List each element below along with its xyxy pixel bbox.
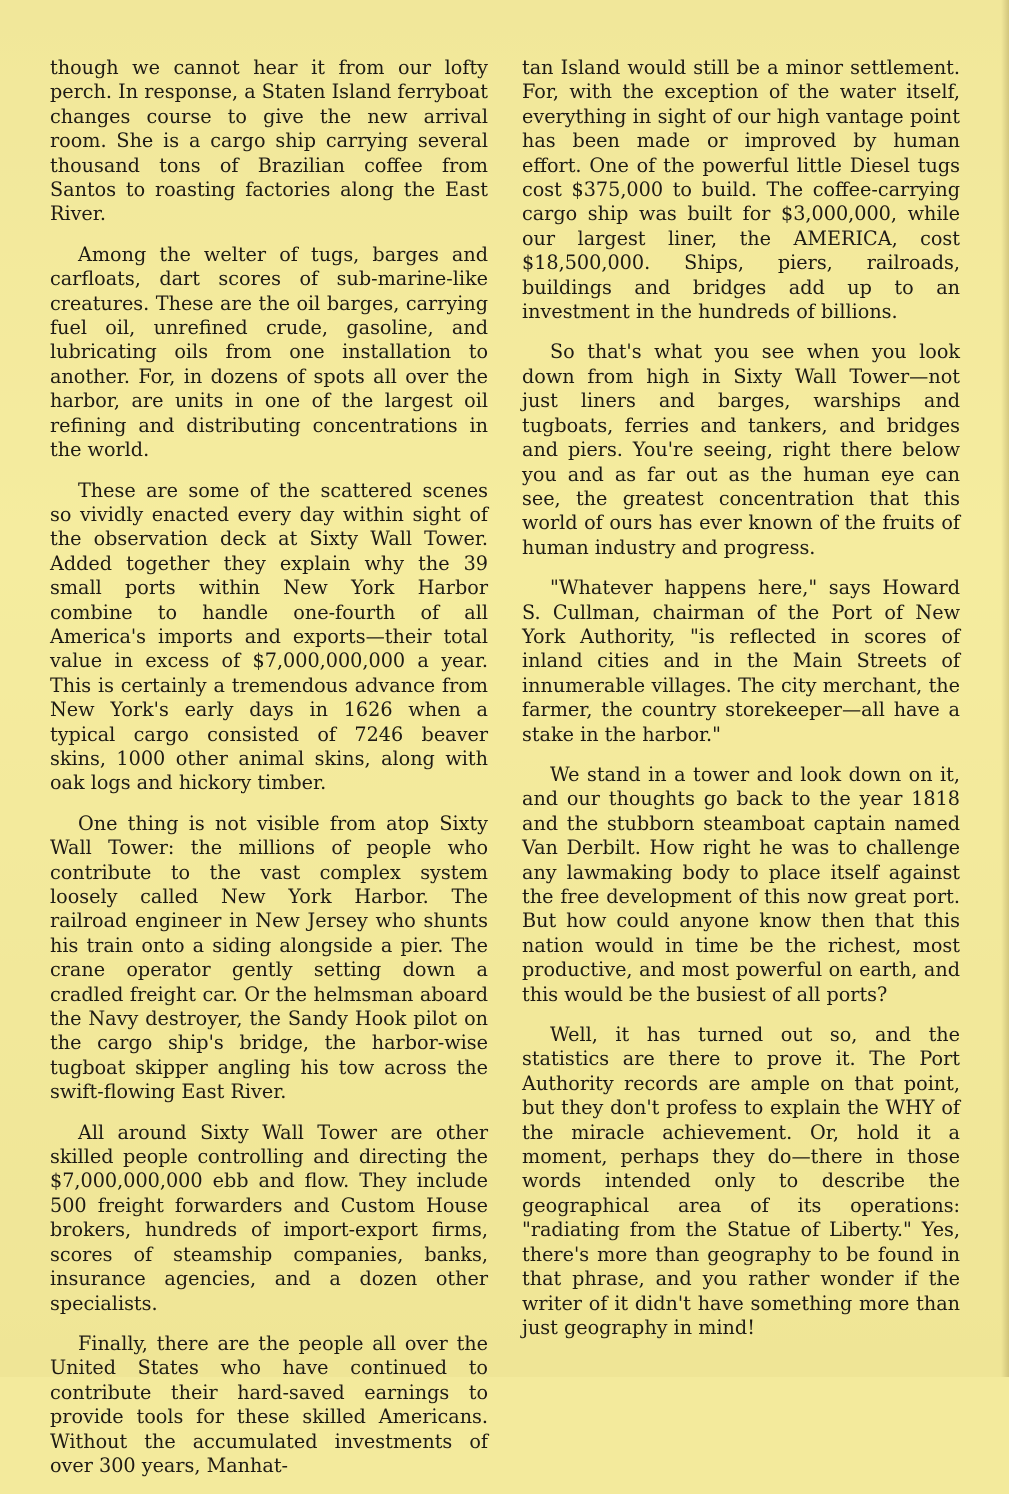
right-column (522, 56, 960, 1356)
paragraph: Among the welter of tugs, barges and carfloats, dart scores of sub-marine-like creatures. These are the oil barges, carrying fuel oil, unrefined crude, gasoline, and lubricating oils from one installation to another. For, in dozens of spots all over the harbor, are units in one of the largest oil refining and distributing concentrations in the world. (50, 242, 488, 462)
paragraph: though we cannot hear it from our lofty perch. In response, a Staten Island ferryboat changes course to give the new arrival room. She is a cargo ship carrying several thousand tons of Brazilian coffee from Santos to roasting factories along the East River. (50, 56, 488, 226)
paragraph: One thing is not visible from atop Sixty Wall Tower: the millions of people who contribute to the vast complex system loosely called New York Harbor. The railroad engineer in New Jersey who shunts his train onto a siding alongside a pier. The crane operator gently setting down a cradled freight car. Or the helmsman aboard the Navy destroyer, the Sandy Hook pilot on the cargo ship's bridge, the harbor-wise tugboat skipper angling his tow across the swift-flowing East River. (50, 811, 488, 1104)
paragraph: Finally, there are the people all over the United States who have continued to contribute their hard-saved earnings to provide tools for these skilled Americans. Without the accumulated investments of over 300 years, Manhat- (50, 1331, 488, 1477)
left-column (50, 56, 488, 1494)
paragraph: We stand in a tower and look down on it, and our thoughts go back to the year 1818 and the stubborn steamboat captain named Van Derbilt. How right he was to challenge any lawmaking body to place itself against the free development of this now great port. But how could anyone know then that this nation would in time be the richest, most productive, and most powerful on earth, and this would be the busiest of all ports? (522, 762, 960, 1006)
paragraph: These are some of the scattered scenes so vividly enacted every day within sight of the observation deck at Sixty Wall Tower. Added together they explain why the 39 small ports within New York Harbor combine to handle one-fourth of all America's imports and exports—their total value in excess of $7,000,000,000 a year. This is certainly a tremendous advance from New York's early days in 1626 when a typical cargo consisted of 7246 beaver skins, 1000 other animal skins, along with oak logs and hickory timber. (50, 478, 488, 795)
page-edge-shadow (1001, 0, 1009, 1377)
paragraph: tan Island would still be a minor settlement. For, with the exception of the water itself, everything in sight of our high vantage point has been made or improved by human effort. One of the powerful little Diesel tugs cost $375,000 to build. The coffee-carrying cargo ship was built for $3,000,000, while our largest liner, the AMERICA, cost $18,500,000. Ships, piers, railroads, buildings and bridges add up to an investment in the hundreds of billions. (522, 56, 960, 324)
paragraph: All around Sixty Wall Tower are other skilled people controlling and directing the $7,000,000,000 ebb and flow. They include 500 freight forwarders and Custom House brokers, hundreds of import-export firms, scores of steamship companies, banks, insurance agencies, and a dozen other specialists. (50, 1120, 488, 1315)
paragraph: So that's what you see when you look down from high in Sixty Wall Tower—not just liners and barges, warships and tugboats, ferries and tankers, and bridges and piers. You're seeing, right there below you and as far out as the human eye can see, the greatest concentration that this world of ours has ever known of the fruits of human industry and progress. (522, 340, 960, 559)
paragraph: "Whatever happens here," says Howard S. Cullman, chairman of the Port of New York Authority, "is reflected in scores of inland cities and in the Main Streets of innumerable villages. The city merchant, the farmer, the country storekeeper—all have a stake in the harbor." (522, 576, 960, 746)
paragraph: Well, it has turned out so, and the statistics are there to prove it. The Port Authority records are ample on that point, but they don't profess to explain the WHY of the miracle achievement. Or, hold it a moment, perhaps they do—there in those words intended only to describe the geographical area of its operations: "radiating from the Statue of Liberty." Yes, there's more than geography to be found in that phrase, and you rather wonder if the writer of it didn't have something more than just geography in mind! (522, 1023, 960, 1339)
